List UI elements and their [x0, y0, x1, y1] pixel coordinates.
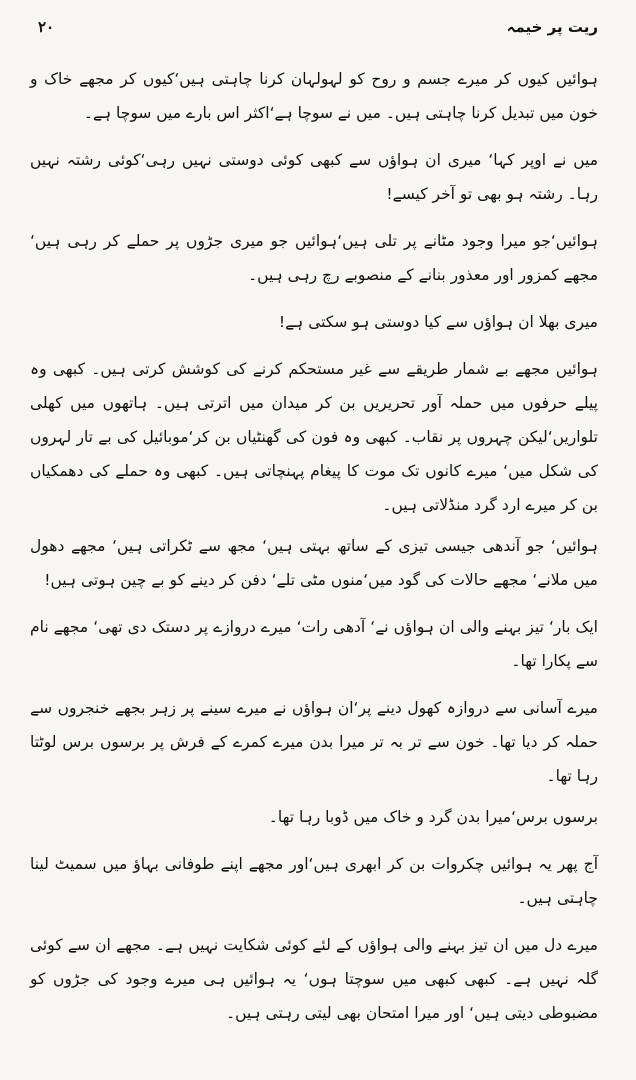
paragraph: ہوائیں کیوں کر میرے جسم و روح کو لہولہان کرنا چاہتی ہیں‘کیوں کر مجھے خاک و خون میں تبدیل کرنا چاہتی ہیں۔ میں نے سوچا ہے‘اکثر اس بارے میں سوچا ہے۔ [30, 70, 598, 122]
paragraph: میرے دل میں ان تیز بہنے والی ہواؤں کے لئے کوئی شکایت نہیں ہے۔ مجھے ان سے کوئی گلہ نہیں ہے۔ کبھی کبھی میں سوچتا ہوں‘ یہ ہوائیں ہی میرے وجود کی جڑوں کو مضبوطی دیتی ہیں‘ اور میرا امتحان بھی لیتی رہتی ہیں۔ [30, 936, 598, 1022]
paragraph: میرے آسانی سے دروازہ کھول دینے پر‘ان ہواؤں نے میرے سینے پر زہر بجھے خنجروں سے حملہ کر دیا تھا۔ خون سے تر بہ تر میرا بدن میرے کمرے کے فرش پر برسوں برس لوٹتا رہا تھا۔ [30, 699, 598, 785]
paragraph: ہوائیں مجھے بے شمار طریقے سے غیر مستحکم کرنے کی کوشش کرتی ہیں۔ کبھی وہ پیلے حرفوں میں حملہ آور تحریریں بن کر میدان میں اترتی ہیں۔ ہاتھوں میں کھلی تلواریں‘لیکن چہروں پر نقاب۔ کبھی وہ فون کی گھنٹیاں بن کر‘موبائیل کی بے تار لہروں کی شکل میں‘ میرے کانوں تک موت کا پیغام پہنچاتی ہیں۔ کبھی وہ حملے کی دھمکیاں بن کر میرے ارد گرد منڈلاتی ہیں۔ [30, 360, 598, 514]
running-title: ریت پر خیمہ [506, 18, 598, 36]
paragraph: میں نے اوپر کہا‘ میری ان ہواؤں سے کبھی کوئی دوستی نہیں رہی‘کوئی رشتہ نہیں رہا۔ رشتہ ہو بھی تو آخر کیسے! [30, 151, 598, 203]
paragraph: برسوں برس‘میرا بدن گرد و خاک میں ڈوبا رہا تھا۔ [268, 808, 598, 826]
page-header [28, 18, 598, 42]
page-body [30, 62, 598, 1043]
page-number: ۲۰ [38, 18, 55, 36]
paragraph: آج پھر یہ ہوائیں چکروات بن کر ابھری ہیں‘اور مجھے اپنے طوفانی بہاؤ میں سمیٹ لینا چاہتی ہیں۔ [30, 855, 598, 907]
paragraph: ہوائیں‘ جو آندھی جیسی تیزی کے ساتھ بہتی ہیں‘ مجھ سے ٹکراتی ہیں‘ مجھے دھول میں ملانے‘ مجھے حالات کی گود میں‘منوں مٹی تلے‘ دفن کر دینے کو بے چین ہوتی ہیں! [30, 537, 598, 589]
paragraph: میری بھلا ان ہواؤں سے کیا دوستی ہو سکتی ہے! [278, 313, 598, 331]
paragraph: ہوائیں‘جو میرا وجود مٹانے پر تلی ہیں‘ہوائیں جو میری جڑوں پر حملے کر رہی ہیں‘ مجھے کمزور اور معذور بنانے کے منصوبے رچ رہی ہیں۔ [30, 232, 598, 284]
paragraph: ایک بار‘ تیز بہنے والی ان ہواؤں نے‘ آدھی رات‘ میرے دروازے پر دستک دی تھی‘ مجھے نام سے پکارا تھا۔ [30, 618, 598, 670]
